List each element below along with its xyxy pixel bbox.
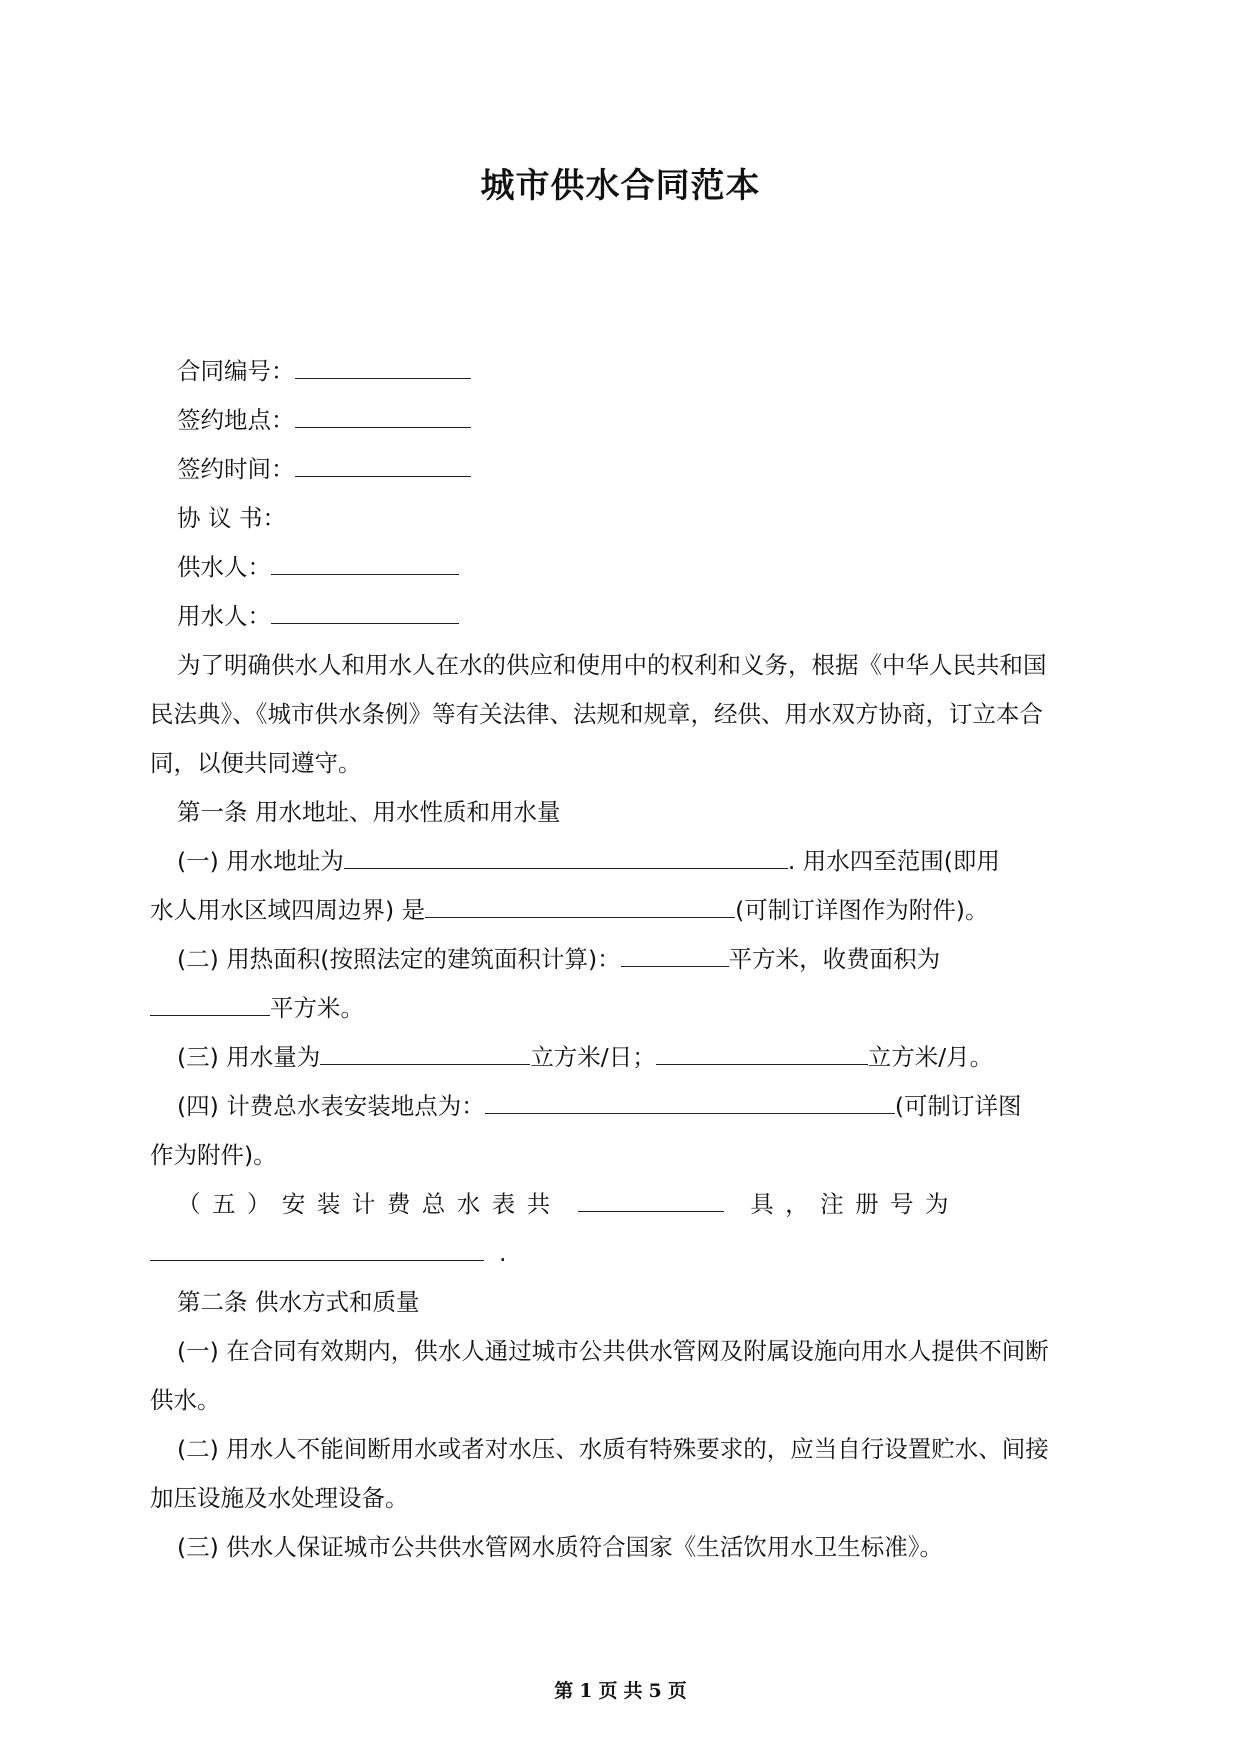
clause-text: 立方米/日； [530,1043,656,1071]
field-contract-number [150,347,1094,396]
blank-line [295,454,471,477]
blank-line [578,1189,724,1212]
clause-line: (二) 用水人不能间断用水或者对水压、水质有特殊要求的，应当自行设置贮水、间接 [177,1435,1049,1463]
total-pages: 5 [648,1680,662,1702]
clause-text: 具 ， 注 册 号 为 [750,1190,951,1218]
clause-line [150,1180,1094,1229]
page-number: 1 [579,1680,593,1702]
field-label: 合同编号： [177,357,295,385]
field-label: 签约地点： [177,406,295,434]
clause-text: . [498,1239,507,1267]
footer-word: 页 [667,1680,687,1702]
clause-text: (三) 用水量为 [177,1043,321,1071]
blank-line [150,1238,484,1261]
preamble-line: 为了明确供水人和用水人在水的供应和使用中的权利和义务，根据《中华人民共和国 [177,651,1047,679]
blank-line [425,895,735,918]
field-agreement [150,494,1094,543]
clause-line: (一) 在合同有效期内，供水人通过城市公共供水管网及附属设施向用水人提供不间断 [177,1337,1049,1365]
field-label: 供水人： [177,553,271,581]
page-footer [0,1676,1241,1703]
clause-line [150,837,1094,886]
clause-line [150,1033,1094,1082]
clause-text: 水人用水区域四周边界) 是 [150,896,426,924]
clause-line: 加压设施及水处理设备。 [150,1484,409,1512]
field-label: 签约时间： [177,455,295,483]
clause-text: (四) 计费总水表安装地点为： [177,1092,485,1120]
clause-line: 供水。 [150,1386,221,1414]
field-signing-time [150,445,1094,494]
clause-text: (可制订详图作为附件)。 [735,896,989,924]
clause-text: (一) 用水地址为 [177,847,344,875]
blank-line [271,552,459,575]
blank-line [485,1091,895,1114]
blank-line [271,601,459,624]
clause-line [150,984,1094,1033]
clause-text: 平方米，收费面积为 [728,945,941,973]
clause-text: （ 五 ） 安 装 计 费 总 水 表 共 [177,1190,553,1218]
blank-line [344,846,788,869]
preamble-line: 同，以便共同遵守。 [150,749,362,777]
document-body [150,347,1094,1572]
blank-line [320,1042,530,1065]
footer-word: 共 [623,1680,643,1702]
field-label: 协 议 书： [177,504,286,532]
blank-line [150,993,270,1016]
blank-line [295,356,471,379]
page-title: 城市供水合同范本 [480,166,761,206]
footer-word: 第 [554,1680,574,1702]
clause-text: (二) 用热面积(按照法定的建筑面积计算)： [177,945,621,973]
clause-text: 立方米/月。 [867,1043,994,1071]
clause-text: 平方米。 [270,994,364,1022]
blank-line [621,944,729,967]
article-heading: 第一条 用水地址、用水性质和用水量 [177,798,561,826]
clause-line [150,886,1094,935]
clause-line [150,1082,1094,1131]
article-heading: 第二条 供水方式和质量 [177,1288,420,1316]
clause-line [150,1229,1094,1278]
clause-line: 作为附件)。 [150,1141,277,1169]
footer-word: 页 [598,1680,618,1702]
blank-line [656,1042,868,1065]
clause-line: (三) 供水人保证城市公共供水管网水质符合国家《生活饮用水卫生标准》。 [177,1533,944,1561]
preamble-line: 民法典》、《城市供水条例》等有关法律、法规和规章，经供、用水双方协商，订立本合 [150,700,1043,728]
blank-line [295,405,471,428]
field-water-supplier [150,543,1094,592]
field-water-user [150,592,1094,641]
clause-line [150,935,1094,984]
field-label: 用水人： [177,602,271,630]
clause-text: . 用水四至范围(即用 [787,847,1000,875]
clause-text: (可制订详图 [894,1092,1022,1120]
field-signing-place [150,396,1094,445]
